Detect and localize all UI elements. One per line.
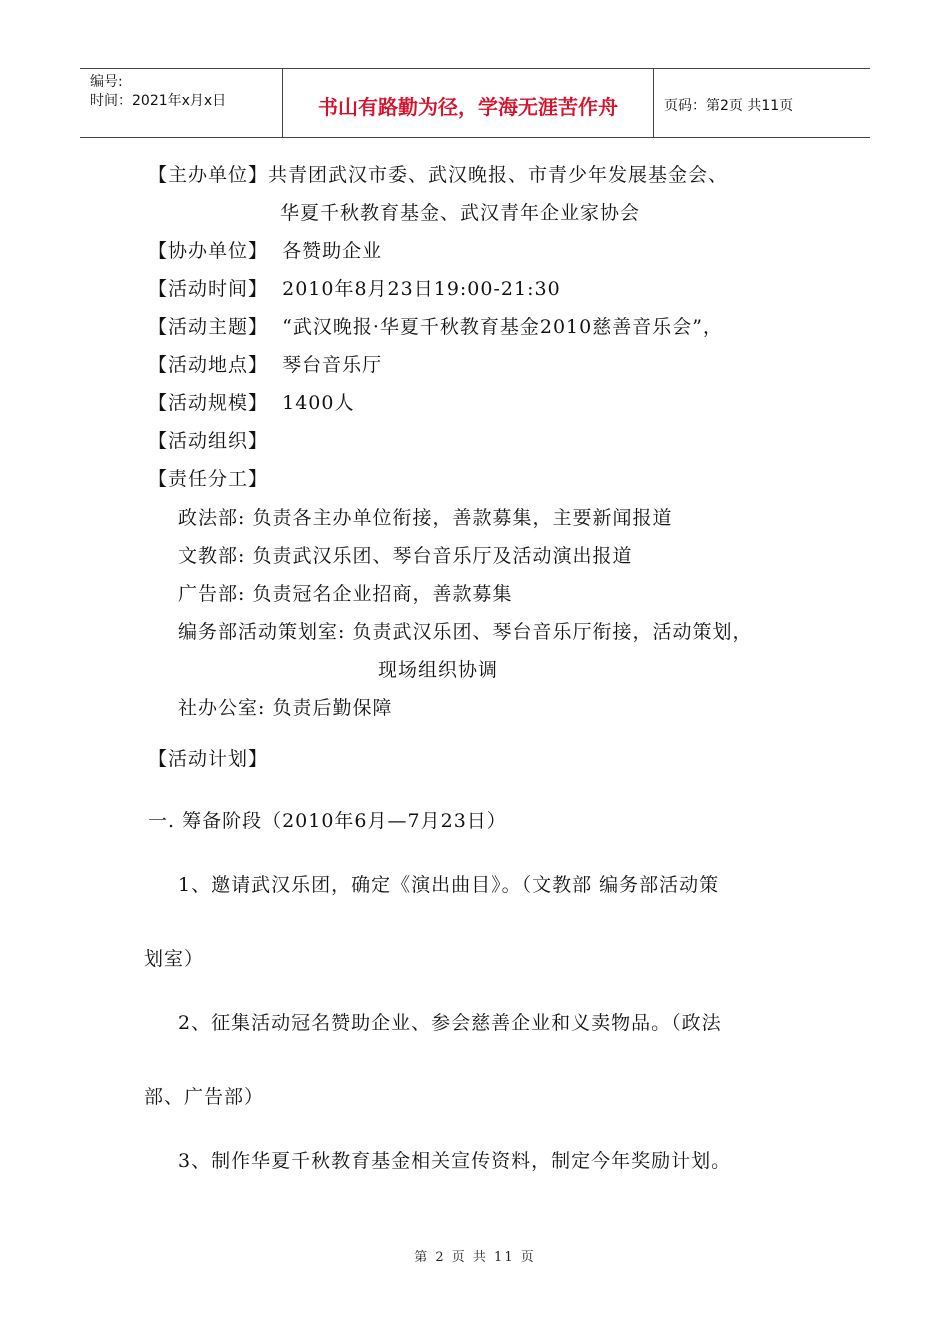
host-line <box>148 160 728 187</box>
duty-editorial-cont: 现场组织协调 <box>378 659 499 681</box>
co-line <box>148 236 382 263</box>
duty-label: 【责任分工】 <box>148 468 269 490</box>
code-label: 编号: <box>90 74 123 90</box>
plan-item-2-cont: 部、广告部） <box>144 1086 265 1108</box>
plan-label: 【活动计划】 <box>148 748 269 770</box>
stage-one-heading: 一. 筹备阶段（2010年6月—7月23日） <box>148 810 507 832</box>
plan-item-1: 1、邀请武汉乐团，确定《演出曲目》。（文教部 编务部活动策 <box>178 874 720 896</box>
header-table <box>80 68 870 138</box>
duty-politics: 政法部: 负责各主办单位衔接，善款募集，主要新闻报道 <box>178 507 673 529</box>
theme-value: “武汉晚报·华夏千秋教育基金2010慈善音乐会”， <box>282 316 723 338</box>
scale-label: 【活动规模】 <box>148 392 269 414</box>
plan-item-1-cont: 划室） <box>144 948 205 970</box>
duty-office: 社办公室: 负责后勤保障 <box>178 697 393 719</box>
date-text: 时间：2021年x月x日 <box>90 93 227 109</box>
header-meta <box>80 69 282 137</box>
duty-advert: 广告部: 负责冠名企业招商，善款募集 <box>178 583 513 605</box>
header-motto: 书山有路勤为径，学海无涯苦作舟 <box>282 69 654 137</box>
plan-item-3: 3、制作华夏千秋教育基金相关宣传资料，制定今年奖励计划。 <box>178 1150 732 1172</box>
host-label: 【主办单位】 <box>148 164 269 186</box>
org-label: 【活动组织】 <box>148 430 269 452</box>
scale-value: 1400人 <box>282 392 355 414</box>
venue-value: 琴台音乐厅 <box>282 354 383 376</box>
header-page-info: 页码：第2页 共11页 <box>664 98 794 114</box>
host-value: 共青团武汉市委、武汉晚报、市青少年发展基金会、 <box>268 164 729 186</box>
theme-line <box>148 312 723 339</box>
scale-line <box>148 388 354 415</box>
time-line <box>148 274 561 301</box>
host-value-2: 华夏千秋教育基金、武汉青年企业家协会 <box>280 202 641 224</box>
co-label: 【协办单位】 <box>148 240 269 262</box>
duty-culture: 文教部: 负责武汉乐团、琴台音乐厅及活动演出报道 <box>178 545 633 567</box>
page-footer: 第 2 页 共 11 页 <box>414 1250 536 1265</box>
duty-editorial: 编务部活动策划室: 负责武汉乐团、琴台音乐厅衔接，活动策划， <box>178 621 753 643</box>
theme-label: 【活动主题】 <box>148 316 269 338</box>
venue-label: 【活动地点】 <box>148 354 269 376</box>
co-value: 各赞助企业 <box>282 240 383 262</box>
venue-line <box>148 350 382 377</box>
plan-item-2: 2、征集活动冠名赞助企业、参会慈善企业和义卖物品。（政法 <box>178 1012 722 1034</box>
time-value: 2010年8月23日19:00-21:30 <box>282 278 561 300</box>
time-label: 【活动时间】 <box>148 278 269 300</box>
